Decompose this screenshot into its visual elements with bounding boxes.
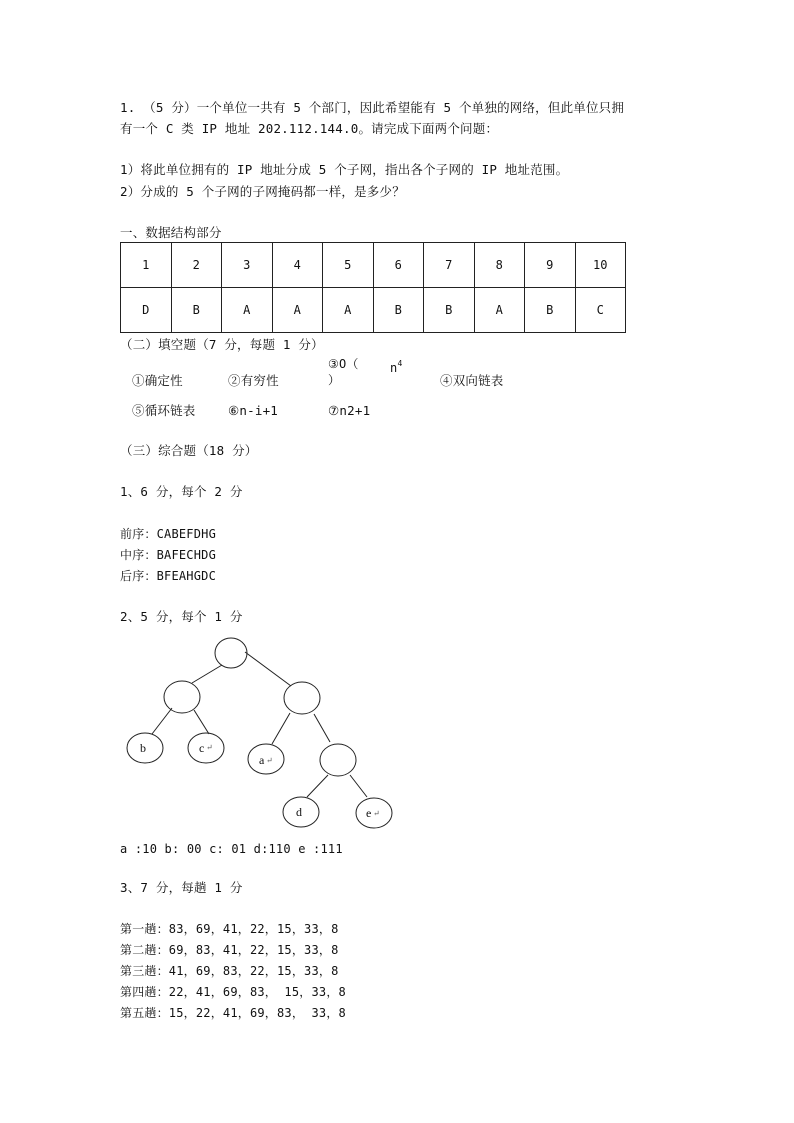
leaf-e-label: e bbox=[366, 806, 372, 820]
question-sub-2: 2）分成的 5 个子网的子网掩码都一样，是多少？ bbox=[120, 184, 405, 199]
tree-edge bbox=[152, 708, 172, 734]
sort-pass-1: 第一趟：83，69，41，22，15，33，8 bbox=[120, 922, 339, 936]
section3-title: （三）综合题（18 分） bbox=[120, 443, 258, 458]
answer-cell: A bbox=[474, 288, 525, 333]
fill-answer-2: ②有穷性 bbox=[228, 373, 279, 388]
sort-pass-2: 第二趟：69，83，41，22，15，33，8 bbox=[120, 943, 339, 957]
return-mark: ↵ bbox=[266, 756, 273, 765]
tree-node-right bbox=[284, 682, 320, 714]
number-cell: 8 bbox=[474, 243, 525, 288]
answer-cell: A bbox=[222, 288, 273, 333]
question-line-2: 有一个 C 类 IP 地址 202.112.144.0。请完成下面两个问题： bbox=[120, 121, 499, 136]
tree-node-root bbox=[215, 638, 247, 668]
inorder-text: 中序：BAFECHDG bbox=[120, 548, 216, 562]
return-mark: ↵ bbox=[373, 809, 380, 818]
fill-answer-5: ⑤循环链表 bbox=[132, 403, 196, 418]
preorder-text: 前序：CABEFDHG bbox=[120, 527, 216, 541]
section1-title: 一、数据结构部分 bbox=[120, 225, 222, 240]
answer-cell: A bbox=[323, 288, 374, 333]
sort-pass-5: 第五趟：15，22，41，69，83， 33，8 bbox=[120, 1006, 346, 1020]
fill-answer-3-exponent: 4 bbox=[397, 359, 403, 368]
q3-title: 3、7 分，每趟 1 分 bbox=[120, 880, 243, 895]
return-mark: ↵ bbox=[206, 743, 213, 752]
tree-edge bbox=[245, 652, 291, 686]
number-cell: 7 bbox=[424, 243, 475, 288]
leaf-c-label: c bbox=[199, 741, 205, 755]
leaf-b-label: b bbox=[140, 741, 146, 755]
answer-cell: C bbox=[575, 288, 626, 333]
section2-title: （二）填空题（7 分，每题 1 分） bbox=[120, 337, 324, 352]
number-cell: 3 bbox=[222, 243, 273, 288]
answer-cell: A bbox=[272, 288, 323, 333]
number-cell: 9 bbox=[525, 243, 576, 288]
fill-answer-7: ⑦n2+1 bbox=[328, 403, 371, 418]
tree-edge bbox=[272, 713, 290, 744]
number-cell: 6 bbox=[373, 243, 424, 288]
sort-pass-4: 第四趟：22，41，69，83， 15，33，8 bbox=[120, 985, 346, 999]
number-cell: 5 bbox=[323, 243, 374, 288]
answer-cell: B bbox=[171, 288, 222, 333]
fill-answer-3-prefix: ③O（ bbox=[328, 357, 359, 371]
fill-answer-1: ①确定性 bbox=[132, 373, 183, 388]
leaf-a-label: a bbox=[259, 753, 265, 767]
fill-answer-4: ④双向链表 bbox=[440, 373, 504, 388]
question-sub-1: 1）将此单位拥有的 IP 地址分成 5 个子网，指出各个子网的 IP 地址范围。 bbox=[120, 162, 569, 177]
huffman-codes: a :10 b: 00 c: 01 d:110 e :111 bbox=[120, 842, 343, 856]
answer-cell: B bbox=[424, 288, 475, 333]
leaf-d-label: d bbox=[296, 805, 302, 819]
postorder-text: 后序：BFEAHGDC bbox=[120, 569, 216, 583]
number-cell: 1 bbox=[121, 243, 172, 288]
answer-cell: B bbox=[373, 288, 424, 333]
tree-edge bbox=[314, 714, 330, 742]
answer-cell: B bbox=[525, 288, 576, 333]
number-cell: 2 bbox=[171, 243, 222, 288]
question-line-1: 1. （5 分）一个单位一共有 5 个部门，因此希望能有 5 个单独的网络，但此单位只拥 bbox=[120, 100, 625, 115]
q1-title: 1、6 分，每个 2 分 bbox=[120, 484, 243, 499]
q2-title: 2、5 分，每个 1 分 bbox=[120, 609, 243, 624]
number-cell: 10 bbox=[575, 243, 626, 288]
sort-pass-3: 第三趟：41，69，83，22，15，33，8 bbox=[120, 964, 339, 978]
number-cell: 4 bbox=[272, 243, 323, 288]
tree-edge bbox=[192, 665, 222, 683]
answer-cell: D bbox=[121, 288, 172, 333]
tree-edge bbox=[307, 775, 328, 797]
tree-edge bbox=[350, 775, 367, 797]
tree-edge bbox=[194, 710, 209, 734]
tree-node-left bbox=[164, 681, 200, 713]
fill-answer-3-n-text: n bbox=[390, 361, 398, 375]
fill-answer-3-close: ） bbox=[328, 373, 341, 387]
fill-answer-6: ⑥n-i+1 bbox=[228, 403, 279, 418]
tree-node-inner bbox=[320, 744, 356, 776]
